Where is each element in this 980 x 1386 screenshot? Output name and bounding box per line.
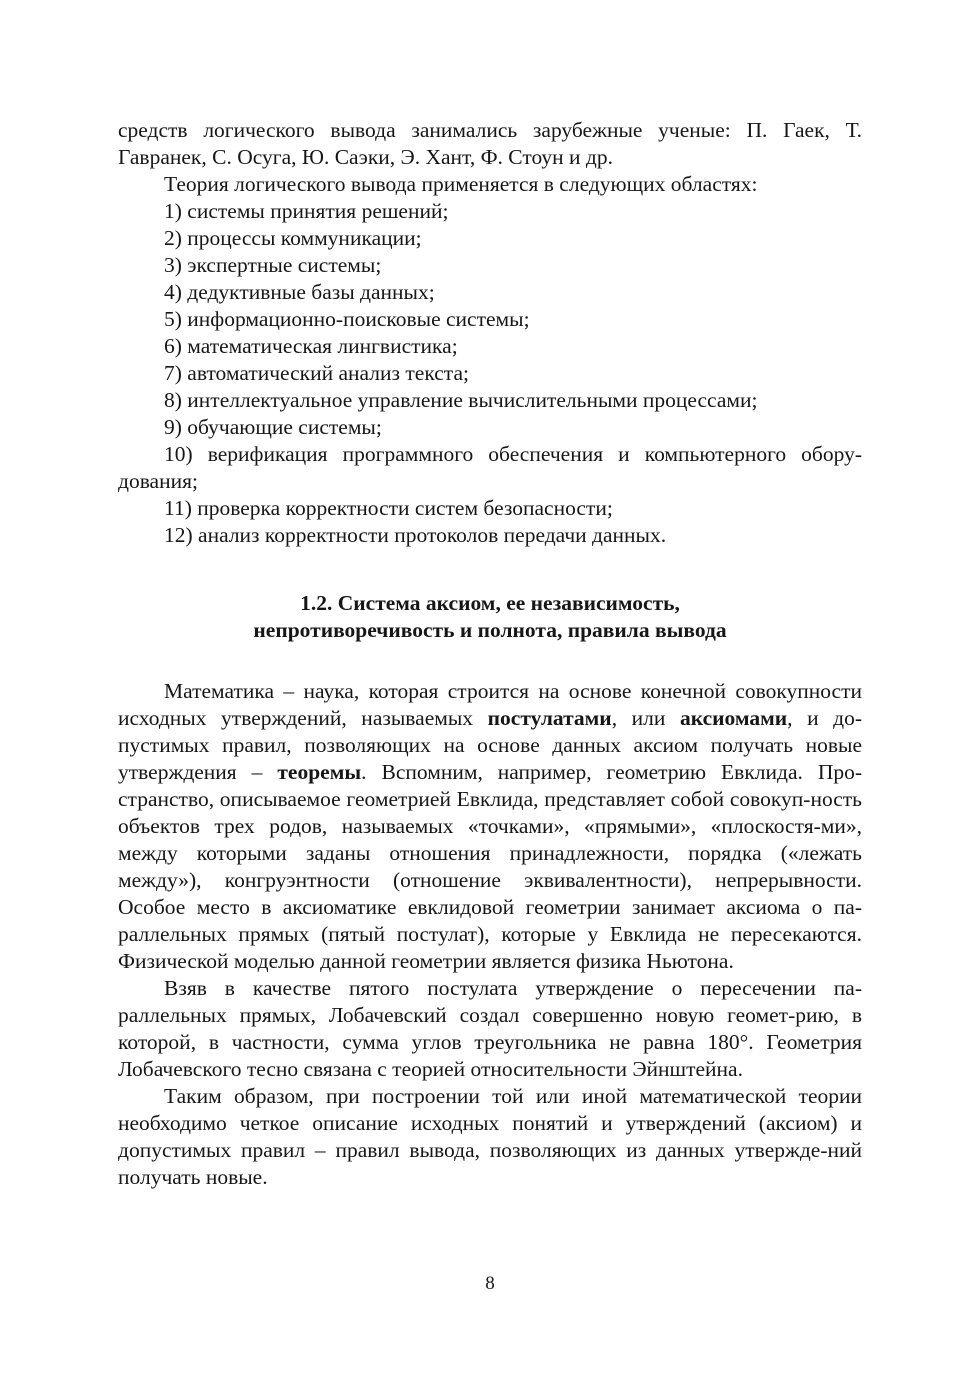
applications-list	[118, 198, 862, 549]
list-item: 9) обучающие системы;	[164, 415, 382, 439]
list-item: 5) информационно-поисковые системы;	[164, 307, 530, 331]
list-item: 6) математическая лингвистика;	[164, 334, 458, 358]
page-number: 8	[485, 1273, 495, 1294]
section-heading	[118, 590, 862, 644]
paragraph-text: , или	[611, 706, 680, 730]
text-column	[118, 117, 862, 1191]
list-item: 10) верификация программного обеспечения и компьютерного обору-дования;	[118, 442, 862, 493]
list-item: 1) системы принятия решений;	[164, 199, 449, 223]
paragraph-axioms	[118, 678, 862, 975]
paragraph-text: , и до-пустимых правил, позволяющих на основе данных аксиом получать новые утверждения –	[118, 706, 863, 784]
paragraph-conclusion: Таким образом, при построении той или иной математической теории необходимо четкое описание исходных понятий и утверждений (аксиом) и допустимых правил – правил вывода, позволяющих из данных утвержде-ний получать новые.	[118, 1084, 862, 1189]
list-item: 4) дедуктивные базы данных;	[164, 280, 435, 304]
list-item: 12) анализ корректности протоколов передачи данных.	[164, 523, 667, 547]
intro-paragraph-continuation: средств логического вывода занимались зарубежные ученые: П. Гаек, Т. Гавранек, С. Осуга, Ю. Саэки, Э. Хант, Ф. Стоун и др.	[118, 118, 862, 169]
paragraph-text: . Вспомним, например, геометрию Евклида. Про-странство, описываемое геометрией Евклида, представляет собой совокуп-ность объектов трех родов, называемых «точками», «прямыми», «плоскостя-ми», между которыми заданы отношения принадлежности, порядка («лежать между»), конгруэнтности (отношение эквивалентности), непрерывности. Особое место в аксиоматике евклидовой геометрии занимает аксиома о па-раллельных прямых (пятый постулат), которые у Евклида не пересекаются. Физической моделью данной геометрии является физика Ньютона.	[118, 760, 863, 973]
term-theorems: теоремы	[277, 760, 362, 784]
list-item: 2) процессы коммуникации;	[164, 226, 422, 250]
list-item: 8) интеллектуальное управление вычислительными процессами;	[164, 388, 758, 412]
list-item: 7) автоматический анализ текста;	[164, 361, 469, 385]
intro-paragraph-applications: Теория логического вывода применяется в следующих областях:	[164, 172, 758, 196]
section-body	[118, 678, 862, 1191]
paragraph-lobachevsky: Взяв в качестве пятого постулата утверждение о пересечении па-раллельных прямых, Лобачевский создал совершенно новую геомет-рию, в которой, в частности, сумма углов треугольника не равна 180°. Геометрия Лобачевского тесно связана с теорией относительности Эйнштейна.	[118, 976, 862, 1081]
list-item: 11) проверка корректности систем безопасности;	[164, 496, 613, 520]
section-heading-line-1: 1.2. Система аксиом, ее независимость,	[300, 591, 680, 615]
section-heading-line-2: непротиворечивость и полнота, правила вывода	[253, 618, 727, 642]
list-item: 3) экспертные системы;	[164, 253, 382, 277]
term-postulates: постулатами	[487, 706, 612, 730]
term-axioms: аксиомами	[679, 706, 788, 730]
paragraph-text: Математика – наука, которая строится на основе конечной совокупности исходных утверждений, называемых	[118, 679, 862, 730]
